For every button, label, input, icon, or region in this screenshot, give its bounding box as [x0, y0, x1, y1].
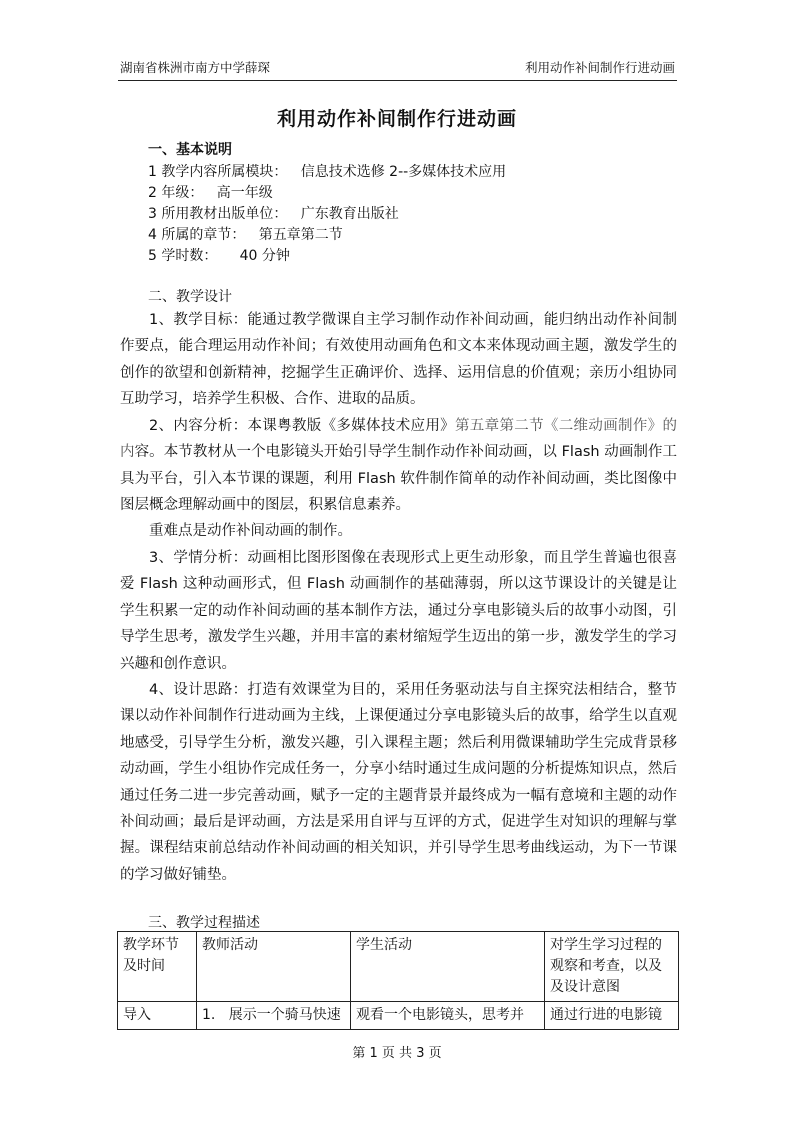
- paragraph-design-idea: 4、设计思路：打造有效课堂为目的，采用任务驱动法与自主探究法相结合，整节课以动作补间制作行进动画为主线，上课便通过分享电影镜头后的故事，给学生以直观地感受，引导学生分析，激发兴趣，引入课程主题；然后利用微课辅助学生完成背景移动动画，学生小组协作完成任务一，分享小结时通过生成问题的分析提炼知识点，然后通过任务二进一步完善动画，赋予一定的主题背景并最终成为一幅有意境和主题的动作补间动画；最后是评动画，方法是采用自评与互评的方式，促进学生对知识的理解与掌握。课程结束前总结动作补间动画的相关知识，并引导学生思考曲线运动，为下一节课的学习做好铺垫。: [120, 682, 677, 883]
- table-cell: 通过行进的电影镜: [545, 1002, 679, 1030]
- table-cell: 1. 展示一个骑马快速: [197, 1002, 351, 1030]
- content-analysis-part2: 第五章第二节《二维动画制作》的内: [120, 418, 677, 461]
- teaching-process-table: [117, 931, 679, 1030]
- table-row: [118, 1002, 679, 1030]
- table-header-cell: 教学环节及时间: [118, 932, 197, 1002]
- table-header-cell: 教师活动: [197, 932, 351, 1002]
- table-header-cell: 学生活动: [351, 932, 545, 1002]
- paragraph-objectives: 1、教学目标：能通过教学微课自主学习制作动作补间动画，能归纳出动作补间制作要点，能合理运用动作补间；有效使用动画角色和文本来体现动画主题，激发学生的创作的欲望和创新精神，挖掘学生正确评价、选择、运用信息的价值观；亲历小组协同互助学习，培养学生积极、合作、进取的品质。: [120, 312, 677, 408]
- paragraph-learner-analysis: 3、学情分析：动画相比图形图像在表现形式上更生动形象，而且学生普遍也很喜爱 Flash 这种动画形式，但 Flash 动画制作的基础薄弱，所以这节课设计的关键是让学生积累一定的动作补间动画的基本制作方法，通过分享电影镜头后的故事小动图，引导学生思考，激发学生兴趣，并用丰富的素材缩短学生迈出的第一步，激发学生的学习兴趣和创作意识。: [120, 550, 677, 672]
- table-cell: 导入: [118, 1002, 197, 1030]
- info-line-publisher: 3 所用教材出版单位： 广东教育出版社: [148, 206, 399, 222]
- paragraph-key-points: 重难点是动作补间动画的制作。: [149, 523, 352, 539]
- section3-heading: 三、教学过程描述: [148, 915, 260, 931]
- section1-heading: 一、基本说明: [148, 142, 232, 158]
- page-header: [118, 56, 677, 81]
- content-analysis-part3: 容。本节教材从一个电影镜头开始引导学生制作动作补间动画，以 Flash 动画制作工具为平台，引入本节课的课题，利用 Flash 软件制作简单的动作补间动画，类比图像中图层概念理解动画中的图层，积累信息素养。: [120, 444, 678, 514]
- table-header-row: [118, 932, 679, 1002]
- header-doc-title: 利用动作补间制作行进动画: [524, 60, 675, 75]
- info-line-module: 1 教学内容所属模块： 信息技术选修 2--多媒体技术应用: [148, 164, 507, 180]
- table-header-cell: 对学生学习过程的观察和考查，以及及设计意图: [545, 932, 679, 1002]
- info-line-hours: 5 学时数： 40 分钟: [148, 248, 290, 264]
- paragraph-content-analysis: [120, 413, 677, 519]
- info-line-grade: 2 年级： 高一年级: [148, 185, 273, 201]
- section2-heading: 二、教学设计: [148, 289, 232, 305]
- table-cell: 观看一个电影镜头，思考并: [351, 1002, 545, 1030]
- info-line-chapter: 4 所属的章节： 第五章第二节: [148, 227, 343, 243]
- page-footer: 第 1 页 共 3 页: [352, 1046, 442, 1061]
- header-author: 湖南省株洲市南方中学薛琛: [120, 60, 271, 75]
- document-title: 利用动作补间制作行进动画: [276, 108, 517, 130]
- content-analysis-part1: 2、内容分析：本课粤教版《多媒体技术应用》: [149, 418, 455, 434]
